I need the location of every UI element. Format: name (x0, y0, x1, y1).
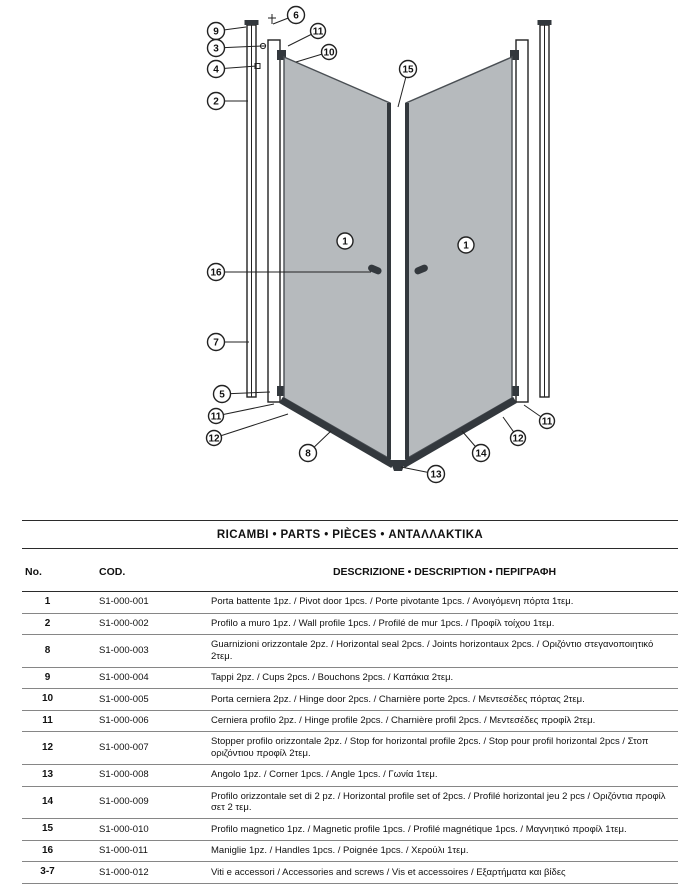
row-desc: Viti e accessori / Accessories and screws / Vis et accessoires / Εξαρτήματα και βίδες (211, 862, 678, 884)
row-no: 9 (22, 667, 83, 689)
svg-text:4: 4 (213, 64, 219, 76)
row-no: 3-7 (22, 862, 83, 884)
table-row (22, 765, 678, 787)
callout-7 (208, 334, 250, 351)
svg-text:6: 6 (293, 10, 299, 22)
magnetic-profile-left (387, 103, 391, 459)
table-row (22, 613, 678, 635)
svg-text:1: 1 (463, 240, 469, 252)
svg-text:7: 7 (213, 337, 219, 349)
row-no: 11 (22, 710, 83, 732)
row-cod: S1-000-006 (83, 710, 211, 732)
row-no: 15 (22, 819, 83, 841)
callout-13 (401, 466, 445, 483)
left-profile-cap (245, 20, 259, 25)
row-no: 16 (22, 840, 83, 862)
row-desc: Profilo a muro 1pz. / Wall profile 1pcs. / Profilé de mur 1pcs. / Προφίλ τοίχου 1τεμ. (211, 613, 678, 635)
svg-text:5: 5 (219, 389, 225, 401)
row-cod: S1-000-005 (83, 689, 211, 711)
row-cod: S1-000-007 (83, 732, 211, 765)
callout-8 (300, 431, 332, 462)
row-desc: Profilo magnetico 1pz. / Magnetic profile 1pcs. / Profilé magnétique 1pcs. / Μαγνητικό προφίλ 1τεμ. (211, 819, 678, 841)
table-row (22, 819, 678, 841)
col-header-no: No. (22, 549, 83, 592)
col-header-cod: COD. (83, 549, 211, 592)
svg-text:15: 15 (402, 64, 414, 76)
row-cod: S1-000-008 (83, 765, 211, 787)
svg-text:9: 9 (213, 26, 219, 38)
row-desc: Tappi 2pz. / Cups 2pcs. / Bouchons 2pcs. / Καπάκια 2τεμ. (211, 667, 678, 689)
callout-12 (503, 417, 526, 446)
row-desc: Porta battente 1pz. / Pivot door 1pcs. / Porte pivotante 1pcs. / Ανοιγόμενη πόρτα 1τεμ. (211, 592, 678, 614)
magnetic-profile-right (405, 103, 409, 459)
table-title: RICAMBI • PARTS • PIÈCES • ΑΝΤΑΛΛΑΚΤΙΚΑ (22, 520, 678, 549)
svg-text:12: 12 (208, 433, 220, 445)
svg-text:11: 11 (210, 411, 222, 423)
svg-text:3: 3 (213, 43, 219, 55)
row-no: 1 (22, 592, 83, 614)
svg-text:12: 12 (512, 433, 524, 445)
row-cod: S1-000-001 (83, 592, 211, 614)
row-desc: Porta cerniera 2pz. / Hinge door 2pcs. / Charnière porte 2pcs. / Μεντεσέδες πόρτας 2τεμ. (211, 689, 678, 711)
parts-table-section (0, 520, 700, 884)
svg-text:8: 8 (305, 448, 311, 460)
table-header-row (22, 549, 678, 592)
svg-text:11: 11 (541, 416, 553, 428)
row-desc: Profilo orizzontale set di 2 pz. / Horizontal profile set of 2pcs. / Profilé horizontal jeu 2 pcs / Οριζόντια προφίλ σετ 2 τεμ. (211, 786, 678, 819)
left-wall-profile (245, 20, 259, 397)
row-cod: S1-000-003 (83, 635, 211, 668)
left-door-panel (284, 57, 390, 459)
table-row (22, 732, 678, 765)
row-no: 14 (22, 786, 83, 819)
svg-text:10: 10 (323, 47, 335, 59)
callout-11 (524, 405, 555, 429)
callout-5 (214, 386, 271, 403)
row-no: 2 (22, 613, 83, 635)
table-row (22, 635, 678, 668)
row-desc: Maniglie 1pz. / Handles 1pcs. / Poignée 1pcs. / Χερούλι 1τεμ. (211, 840, 678, 862)
row-cod: S1-000-009 (83, 786, 211, 819)
callout-10 (296, 45, 337, 63)
callout-14 (462, 431, 490, 462)
callout-1 (458, 237, 474, 253)
table-row (22, 786, 678, 819)
col-header-desc: DESCRIZIONE • DESCRIPTION • ΠΕΡΙΓΡΑΦΗ (211, 549, 678, 592)
table-row (22, 667, 678, 689)
table-row (22, 689, 678, 711)
table-row (22, 592, 678, 614)
parts-table (22, 549, 678, 884)
svg-text:11: 11 (312, 26, 324, 38)
svg-text:13: 13 (430, 469, 442, 481)
row-cod: S1-000-010 (83, 819, 211, 841)
row-desc: Cerniera profilo 2pz. / Hinge profile 2pcs. / Charnière profil 2pcs. / Μεντεσέδες προφίλ 2τεμ. (211, 710, 678, 732)
row-desc: Stopper profilo orizzontale 2pz. / Stop for horizontal profile 2pcs. / Stop pour profil horizontal 2pcs / Στοπ οριζόντιου προφίλ 2τεμ. (211, 732, 678, 765)
right-profile-cap (538, 20, 552, 25)
table-row (22, 862, 678, 884)
row-cod: S1-000-004 (83, 667, 211, 689)
parts-table-body (22, 592, 678, 884)
svg-text:14: 14 (475, 448, 487, 460)
callout-2 (208, 93, 249, 110)
svg-text:1: 1 (342, 236, 348, 248)
row-cod: S1-000-011 (83, 840, 211, 862)
callout-9 (208, 23, 247, 40)
bracket-icon (268, 14, 276, 24)
row-no: 13 (22, 765, 83, 787)
right-wall-profile (538, 20, 552, 397)
callout-6 (273, 7, 305, 25)
row-no: 12 (22, 732, 83, 765)
svg-text:2: 2 (213, 96, 219, 108)
row-no: 8 (22, 635, 83, 668)
row-cod: S1-000-002 (83, 613, 211, 635)
row-no: 10 (22, 689, 83, 711)
callout-11 (288, 24, 326, 47)
row-desc: Angolo 1pz. / Corner 1pcs. / Angle 1pcs. / Γωνία 1τεμ. (211, 765, 678, 787)
callout-1 (337, 233, 353, 249)
row-desc: Guarnizioni orizzontale 2pz. / Horizontal seal 2pcs. / Joints horizontaux 2pcs. / Οριζόντιο στεγανοποιητικό 2τεμ. (211, 635, 678, 668)
corner-piece (390, 460, 406, 471)
callout-11 (209, 404, 275, 424)
right-door-panel (406, 57, 512, 459)
table-row (22, 710, 678, 732)
svg-text:16: 16 (210, 267, 222, 279)
row-cod: S1-000-012 (83, 862, 211, 884)
table-row (22, 840, 678, 862)
